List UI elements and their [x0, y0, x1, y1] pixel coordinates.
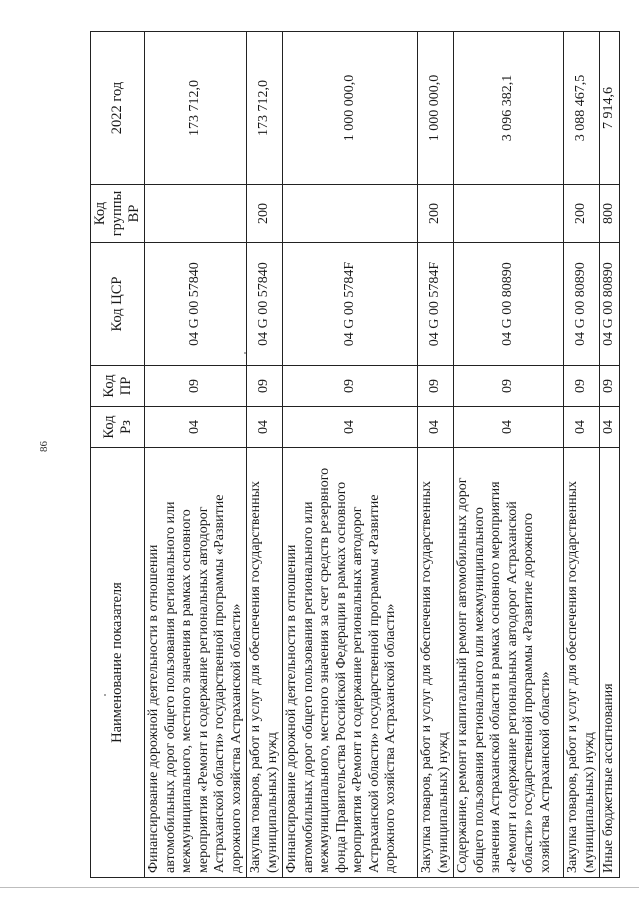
row-amount: 3 096 382,1	[454, 32, 564, 185]
header-vr: Код группы ВР	[91, 185, 145, 243]
row-rz: 04	[454, 407, 564, 448]
row-rz: 04	[418, 407, 454, 448]
row-rz: 04	[564, 407, 600, 448]
row-name: Закупка товаров, работ и услуг для обеспечения государственных (муниципальных) нужд	[418, 448, 454, 878]
row-pr: 09	[600, 366, 620, 407]
row-pr: 09	[247, 366, 283, 407]
row-pr: 09	[145, 366, 247, 407]
row-name: Содержание, ремонт и капитальный ремонт автомобильных дорог общего пользования регионального или межмуниципального значения Астраханской области в рамках основного мероприятия «Ремонт и содержание региональных автодорог Астраханской области» государственной программы «Развитие дорожного хозяйства Астраханской области»	[454, 448, 564, 878]
row-vr	[145, 185, 247, 243]
row-vr	[283, 185, 418, 243]
row-amount: 1 000 000,0	[283, 32, 418, 185]
row-name: Закупка товаров, работ и услуг для обеспечения государственных (муниципальных) нужд	[247, 448, 283, 878]
row-rz: 04	[283, 407, 418, 448]
header-csr: Код ЦСР	[91, 243, 145, 366]
table-row	[283, 32, 418, 878]
row-amount: 1 000 000,0	[418, 32, 454, 185]
table-row	[600, 32, 620, 878]
row-vr: 200	[564, 185, 600, 243]
row-vr: 200	[418, 185, 454, 243]
row-rz: 04	[247, 407, 283, 448]
budget-table	[90, 31, 620, 878]
row-name: Финансирование дорожной деятельности в отношении автомобильных дорог общего пользования регионального или межмуниципального, местного значения за счет средств резервного фонда Правительства Российской Федерации в рамках основного мероприятия «Ремонт и содержание региональных автодорог Астраханской области» государственной программы «Развитие дорожного хозяйства Астраханской области»	[283, 448, 418, 878]
row-csr: 04 G 00 5784F	[418, 243, 454, 366]
row-csr: 04 G 00 5784F	[283, 243, 418, 366]
row-vr: 200	[247, 185, 283, 243]
row-vr: 800	[600, 185, 620, 243]
row-pr: 09	[564, 366, 600, 407]
row-pr: 09	[454, 366, 564, 407]
row-amount: 173 712,0	[247, 32, 283, 185]
row-vr	[454, 185, 564, 243]
row-pr: 09	[283, 366, 418, 407]
row-amount: 173 712,0	[145, 32, 247, 185]
row-name: Финансирование дорожной деятельности в отношении автомобильных дорог общего пользования регионального или межмуниципального, местного значения в рамках основного мероприятия «Ремонт и содержание региональных автодорог Астраханской области» государственной программы «Развитие дорожного хозяйства Астраханской области»	[145, 448, 247, 878]
table-row	[145, 32, 247, 878]
row-rz: 04	[145, 407, 247, 448]
row-name: Закупка товаров, работ и услуг для обеспечения государственных (муниципальных) нужд	[564, 448, 600, 878]
row-csr: 04 G 00 57840	[145, 243, 247, 366]
row-amount: 7 914,6	[600, 32, 620, 185]
row-amount: 3 088 467,5	[564, 32, 600, 185]
table-row	[247, 32, 283, 878]
header-year: 2022 год	[91, 32, 145, 185]
scan-edge-line	[0, 887, 639, 888]
rotated-page-content	[90, 32, 616, 878]
row-csr: 04 G 00 80890	[454, 243, 564, 366]
page-number: 86	[38, 441, 50, 452]
row-csr: 04 G 00 80890	[600, 243, 620, 366]
table-row	[418, 32, 454, 878]
row-name: Иные бюджетные ассигнования	[600, 448, 620, 878]
row-csr: 04 G 00 80890	[564, 243, 600, 366]
row-rz: 04	[600, 407, 620, 448]
header-pr: Код ПР	[91, 366, 145, 407]
table-row	[564, 32, 600, 878]
table-header-row	[91, 32, 145, 878]
table-row	[454, 32, 564, 878]
header-name: Наименование показателя	[91, 448, 145, 878]
row-csr: 04 G 00 57840	[247, 243, 283, 366]
header-rz: Код Рз	[91, 407, 145, 448]
row-pr: 09	[418, 366, 454, 407]
